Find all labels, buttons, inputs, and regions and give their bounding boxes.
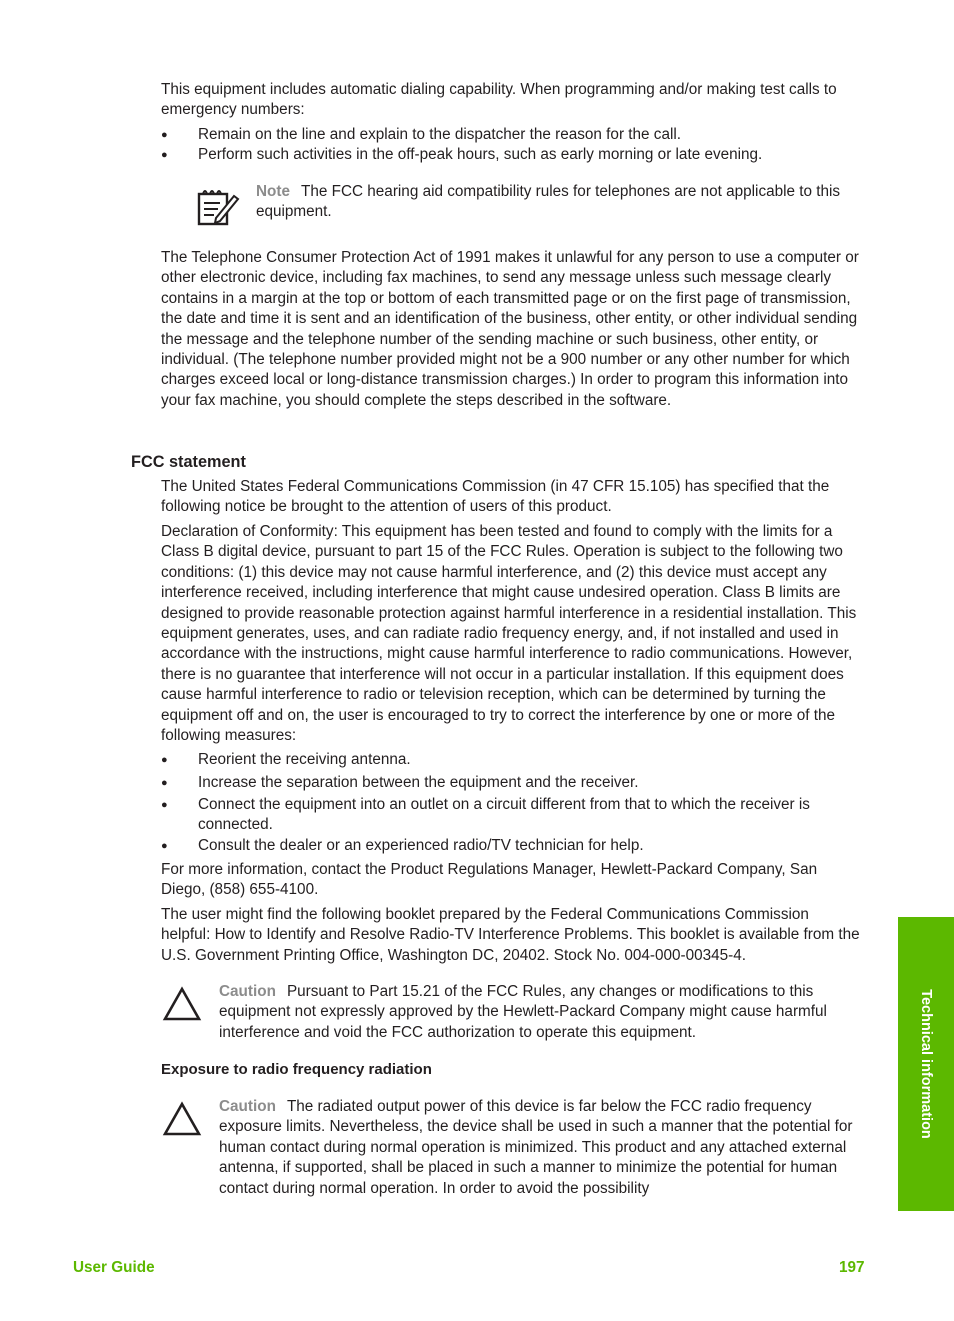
bullet-glyph: ● [161,799,168,811]
caution-label: Caution [219,983,276,1000]
list-item-text: Reorient the receiving antenna. [198,751,411,768]
footer-guide-title: User Guide [73,1259,155,1276]
section-heading-fcc: FCC statement [131,453,246,471]
caution-text [219,1097,861,1199]
list-item-text: Increase the separation between the equipment and the receiver. [198,774,639,791]
caution-icon [162,1101,202,1137]
footer-page-number: 197 [839,1259,865,1276]
list-item-text: Perform such activities in the off-peak hours, such as early morning or late evening. [198,146,763,163]
intro-paragraph: This equipment includes automatic dialing capability. When programming and/or making test calls to emergency numbers: [161,81,837,119]
bullet-glyph: ● [161,129,168,141]
note-icon [196,186,240,228]
bullet-glyph: ● [161,777,168,789]
caution-text [219,982,861,1043]
list-item-text: Connect the equipment into an outlet on a circuit different from that to which the receiver is connected. [198,796,810,834]
caution-body: Pursuant to Part 15.21 of the FCC Rules, any changes or modifications to this equipment not expressly approved by the Hewlett-Packard Company might cause harmful interference and void the FCC authorization to operate this equipment. [219,983,827,1041]
fcc-paragraph-1: The United States Federal Communications Commission (in 47 CFR 15.105) has specified that the following notice be brought to the attention of users of this product. [161,478,830,516]
list-item-text: Consult the dealer or an experienced radio/TV technician for help. [198,837,644,854]
bullet-glyph: ● [161,149,168,161]
note-label: Note [256,183,290,200]
list-item-text: Remain on the line and explain to the dispatcher the reason for the call. [198,126,682,143]
subsection-heading-exposure: Exposure to radio frequency radiation [161,1061,432,1078]
note-body: The FCC hearing aid compatibility rules for telephones are not applicable to this equipment. [256,183,841,221]
caution-label: Caution [219,1098,276,1115]
caution-icon [162,986,202,1022]
fcc-paragraph-4: The user might find the following booklet prepared by the Federal Communications Commission helpful: How to Identify and Resolve Radio-TV Interference Problems. This booklet is available from the U.S. Government Printing Office, Washington DC, 20402. Stock No. 004-000-00345-4. [161,906,860,964]
bullet-glyph: ● [161,754,168,766]
fcc-paragraph-3: For more information, contact the Product Regulations Manager, Hewlett-Packard Company, San Diego, (858) 655-4100. [161,861,818,899]
fcc-declaration-paragraph: Declaration of Conformity: This equipment has been tested and found to comply with the limits for a Class B digital device, pursuant to part 15 of the FCC Rules. Operation is subject to the following two conditions: (1) this device may not cause harmful interference, and (2) this device must accept any interference received, including interference that might cause undesired operation. Class B limits are designed to provide reasonable protection against harmful interference in a residential installation. This equipment generates, uses, and can radiate radio frequency energy, and, if not installed and used in accordance with the instructions, might cause harmful interference to radio communications. However, there is no guarantee that interference will not occur in a particular installation. If this equipment does cause harmful interference to radio or television reception, which can be determined by turning the equipment off and on, the user is encouraged to try to correct the interference by one or more of the following measures: [161,523,857,745]
tcpa-paragraph: The Telephone Consumer Protection Act of 1991 makes it unlawful for any person to use a computer or other electronic device, including fax machines, to send any message unless such message clearly contains in a margin at the top or bottom of each transmitted page or on the first page of transmission, the date and time it is sent and an identification of the business, other entity, or other individual sending the message and the telephone number of the sending machine or such business, other entity, or individual. (The telephone number provided might not be a 900 number or any other number for which charges exceed local or long-distance transmission charges.) In order to program this information into your fax machine, you should complete the steps described in the software. [161,249,859,409]
section-side-tab [898,917,954,1211]
bullet-glyph: ● [161,840,168,852]
note-text [256,182,861,223]
caution-body: The radiated output power of this device is far below the FCC radio frequency exposure limits. Nevertheless, the device shall be used in such a manner that the potential for human contact during normal operation is minimized. This product and any attached external antenna, if supported, shall be placed in such a manner to minimize the potential for human contact during normal operation. In order to avoid the possibility [219,1098,853,1197]
side-tab-label: Technical information [918,989,935,1139]
